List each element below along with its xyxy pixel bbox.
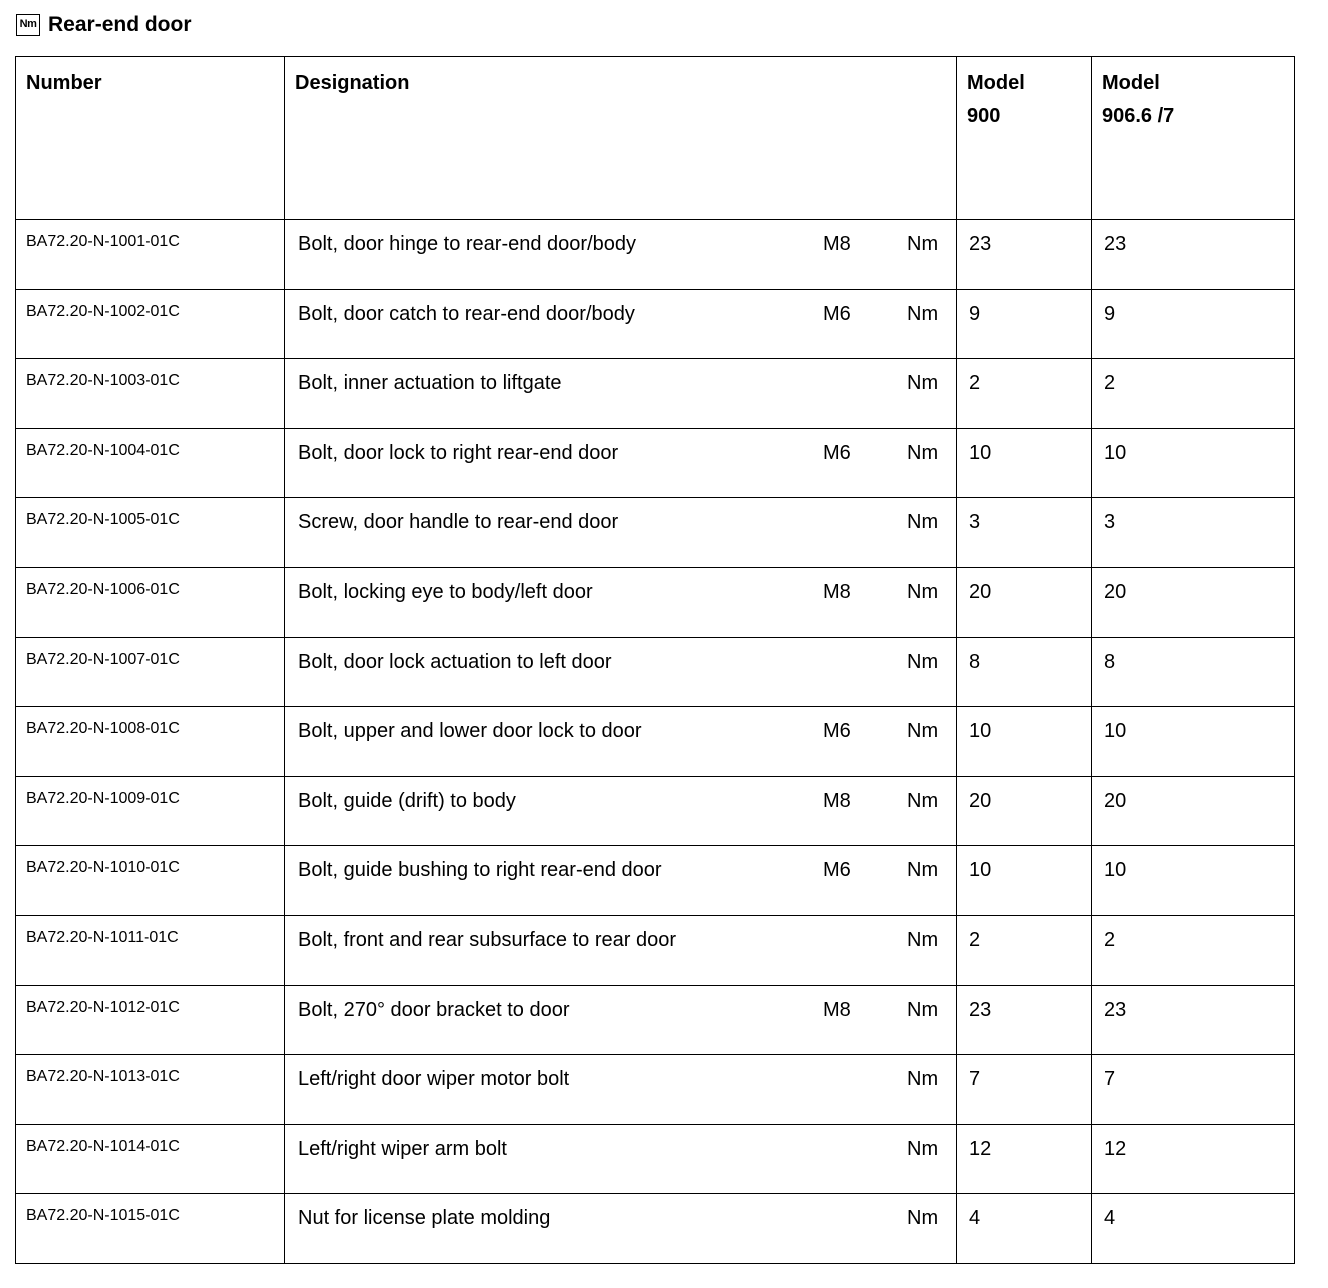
model-906-cell: [1092, 707, 1295, 777]
designation-cell: [285, 637, 957, 707]
model-900-value: 20: [969, 580, 992, 603]
thread-size: M6: [823, 859, 851, 882]
model-906-cell: [1092, 985, 1295, 1055]
number-cell: [16, 707, 285, 777]
model-906-cell: [1092, 567, 1295, 637]
model-900-cell: [957, 1124, 1092, 1194]
header-designation: Designation: [285, 57, 957, 220]
model-906-value: 7: [1104, 1068, 1116, 1091]
model-900-cell: [957, 498, 1092, 568]
model-906-value: 2: [1104, 928, 1116, 951]
number-cell: [16, 1194, 285, 1264]
table-body: [16, 220, 1295, 1264]
part-number: BA72.20-N-1002-01C: [26, 302, 180, 320]
torque-unit: Nm: [907, 372, 939, 395]
torque-unit: Nm: [907, 789, 939, 812]
torque-unit: Nm: [907, 1137, 939, 1160]
number-cell: [16, 637, 285, 707]
header-model-900: [957, 57, 1092, 220]
model-906-value: 9: [1104, 302, 1116, 325]
designation-cell: [285, 498, 957, 568]
torque-table: [15, 56, 1295, 1264]
torque-unit: Nm: [907, 580, 939, 603]
part-number: BA72.20-N-1005-01C: [26, 511, 180, 529]
table-row: [16, 707, 1295, 777]
model-900-value: 10: [969, 859, 992, 882]
designation-text: Screw, door handle to rear-end door: [298, 511, 619, 534]
header-model-906-line2: 906.6 /7: [1102, 105, 1175, 127]
designation-cell: [285, 359, 957, 429]
thread-size: M6: [823, 441, 851, 464]
designation-cell: [285, 1055, 957, 1125]
table-row: [16, 637, 1295, 707]
model-906-cell: [1092, 359, 1295, 429]
designation-cell: [285, 985, 957, 1055]
number-cell: [16, 428, 285, 498]
designation-text: Bolt, inner actuation to liftgate: [298, 372, 562, 395]
model-900-cell: [957, 359, 1092, 429]
model-900-value: 9: [969, 302, 981, 325]
part-number: BA72.20-N-1001-01C: [26, 233, 180, 250]
number-cell: [16, 567, 285, 637]
model-900-value: 23: [969, 998, 992, 1021]
model-906-cell: [1092, 1194, 1295, 1264]
model-900-cell: [957, 846, 1092, 916]
designation-cell: [285, 707, 957, 777]
table-row: [16, 1124, 1295, 1194]
model-906-cell: [1092, 1124, 1295, 1194]
part-number: BA72.20-N-1015-01C: [26, 1207, 180, 1225]
designation-text: Bolt, door lock actuation to left door: [298, 650, 612, 673]
table-row: [16, 359, 1295, 429]
number-cell: [16, 776, 285, 846]
torque-unit: Nm: [907, 511, 939, 534]
model-900-value: 20: [969, 789, 992, 812]
model-900-value: 2: [969, 928, 981, 951]
model-900-value: 8: [969, 650, 981, 673]
model-900-cell: [957, 220, 1092, 290]
model-906-value: 4: [1104, 1207, 1116, 1230]
designation-text: Bolt, door hinge to rear-end door/body: [298, 233, 636, 255]
torque-unit: Nm: [907, 302, 939, 325]
torque-unit: Nm: [907, 1068, 939, 1091]
table-row: [16, 1055, 1295, 1125]
model-906-cell: [1092, 846, 1295, 916]
designation-cell: [285, 776, 957, 846]
number-cell: [16, 915, 285, 985]
part-number: BA72.20-N-1013-01C: [26, 1068, 180, 1086]
model-906-value: 23: [1104, 998, 1127, 1021]
designation-cell: [285, 428, 957, 498]
table-row: [16, 1194, 1295, 1264]
torque-unit: Nm: [907, 859, 939, 882]
table-row: [16, 498, 1295, 568]
designation-cell: [285, 220, 957, 290]
torque-unit: Nm: [907, 233, 939, 255]
part-number: BA72.20-N-1007-01C: [26, 650, 180, 668]
model-900-value: 23: [969, 233, 992, 255]
model-906-value: 23: [1104, 233, 1127, 255]
section-title: Rear-end door: [48, 13, 192, 36]
torque-unit: Nm: [907, 650, 939, 673]
torque-unit: Nm: [907, 928, 939, 951]
model-906-cell: [1092, 776, 1295, 846]
torque-unit: Nm: [907, 998, 939, 1021]
model-900-cell: [957, 915, 1092, 985]
model-900-value: 2: [969, 372, 981, 395]
thread-size: M8: [823, 998, 851, 1021]
model-906-value: 10: [1104, 720, 1127, 743]
model-900-cell: [957, 428, 1092, 498]
model-906-value: 10: [1104, 859, 1127, 882]
model-900-cell: [957, 289, 1092, 359]
model-906-cell: [1092, 498, 1295, 568]
designation-text: Left/right wiper arm bolt: [298, 1137, 507, 1160]
model-900-cell: [957, 985, 1092, 1055]
number-cell: [16, 498, 285, 568]
model-900-cell: [957, 707, 1092, 777]
designation-text: Bolt, door catch to rear-end door/body: [298, 302, 635, 325]
designation-text: Bolt, guide bushing to right rear-end door: [298, 859, 662, 882]
model-900-value: 3: [969, 511, 981, 534]
torque-unit: Nm: [907, 1207, 939, 1230]
model-900-value: 4: [969, 1207, 981, 1230]
header-model-900-line2: 900: [967, 105, 1001, 127]
model-906-cell: [1092, 1055, 1295, 1125]
model-906-cell: [1092, 915, 1295, 985]
torque-nm-icon: Nm: [16, 14, 40, 36]
model-906-value: 20: [1104, 789, 1127, 812]
header-model-906-line1: Model: [1102, 72, 1160, 94]
table-row: [16, 428, 1295, 498]
model-906-value: 3: [1104, 511, 1116, 534]
table-row: [16, 776, 1295, 846]
model-900-value: 10: [969, 720, 992, 743]
header-model-906: [1092, 57, 1295, 220]
torque-unit: Nm: [907, 441, 939, 464]
part-number: BA72.20-N-1004-01C: [26, 441, 180, 459]
model-900-cell: [957, 776, 1092, 846]
table-row: [16, 846, 1295, 916]
part-number: BA72.20-N-1010-01C: [26, 859, 180, 877]
model-906-value: 12: [1104, 1137, 1127, 1160]
torque-unit: Nm: [907, 720, 939, 743]
part-number: BA72.20-N-1008-01C: [26, 720, 180, 738]
model-900-cell: [957, 567, 1092, 637]
model-906-cell: [1092, 637, 1295, 707]
designation-cell: [285, 567, 957, 637]
table-row: [16, 567, 1295, 637]
model-900-cell: [957, 1194, 1092, 1264]
designation-text: Nut for license plate molding: [298, 1207, 551, 1230]
model-900-cell: [957, 637, 1092, 707]
model-900-value: 12: [969, 1137, 992, 1160]
number-cell: [16, 985, 285, 1055]
model-900-value: 10: [969, 441, 992, 464]
number-cell: [16, 1055, 285, 1125]
table-row: [16, 915, 1295, 985]
designation-cell: [285, 1194, 957, 1264]
designation-text: Bolt, upper and lower door lock to door: [298, 720, 642, 743]
header-number: Number: [16, 57, 285, 220]
model-906-value: 20: [1104, 580, 1127, 603]
part-number: BA72.20-N-1006-01C: [26, 580, 180, 598]
number-cell: [16, 220, 285, 290]
model-906-value: 8: [1104, 650, 1116, 673]
thread-size: M8: [823, 233, 851, 255]
table-row: [16, 289, 1295, 359]
designation-text: Bolt, locking eye to body/left door: [298, 580, 593, 603]
section-heading: [16, 10, 192, 40]
table-header-row: [16, 57, 1295, 220]
model-906-cell: [1092, 289, 1295, 359]
designation-cell: [285, 846, 957, 916]
part-number: BA72.20-N-1014-01C: [26, 1137, 180, 1155]
number-cell: [16, 846, 285, 916]
table-row: [16, 220, 1295, 290]
designation-text: Bolt, front and rear subsurface to rear door: [298, 928, 676, 951]
part-number: BA72.20-N-1003-01C: [26, 372, 180, 390]
part-number: BA72.20-N-1009-01C: [26, 789, 180, 807]
designation-text: Bolt, door lock to right rear-end door: [298, 441, 619, 464]
thread-size: M6: [823, 720, 851, 743]
designation-cell: [285, 289, 957, 359]
model-906-cell: [1092, 428, 1295, 498]
number-cell: [16, 1124, 285, 1194]
model-906-value: 10: [1104, 441, 1127, 464]
designation-cell: [285, 1124, 957, 1194]
thread-size: M8: [823, 580, 851, 603]
header-model-900-line1: Model: [967, 72, 1025, 94]
designation-text: Left/right door wiper motor bolt: [298, 1068, 570, 1091]
number-cell: [16, 359, 285, 429]
part-number: BA72.20-N-1011-01C: [26, 928, 179, 946]
model-900-cell: [957, 1055, 1092, 1125]
thread-size: M6: [823, 302, 851, 325]
table-row: [16, 985, 1295, 1055]
designation-text: Bolt, guide (drift) to body: [298, 789, 516, 812]
model-900-value: 7: [969, 1068, 981, 1091]
model-906-value: 2: [1104, 372, 1116, 395]
designation-text: Bolt, 270° door bracket to door: [298, 998, 570, 1021]
model-906-cell: [1092, 220, 1295, 290]
number-cell: [16, 289, 285, 359]
thread-size: M8: [823, 789, 851, 812]
part-number: BA72.20-N-1012-01C: [26, 998, 180, 1016]
designation-cell: [285, 915, 957, 985]
